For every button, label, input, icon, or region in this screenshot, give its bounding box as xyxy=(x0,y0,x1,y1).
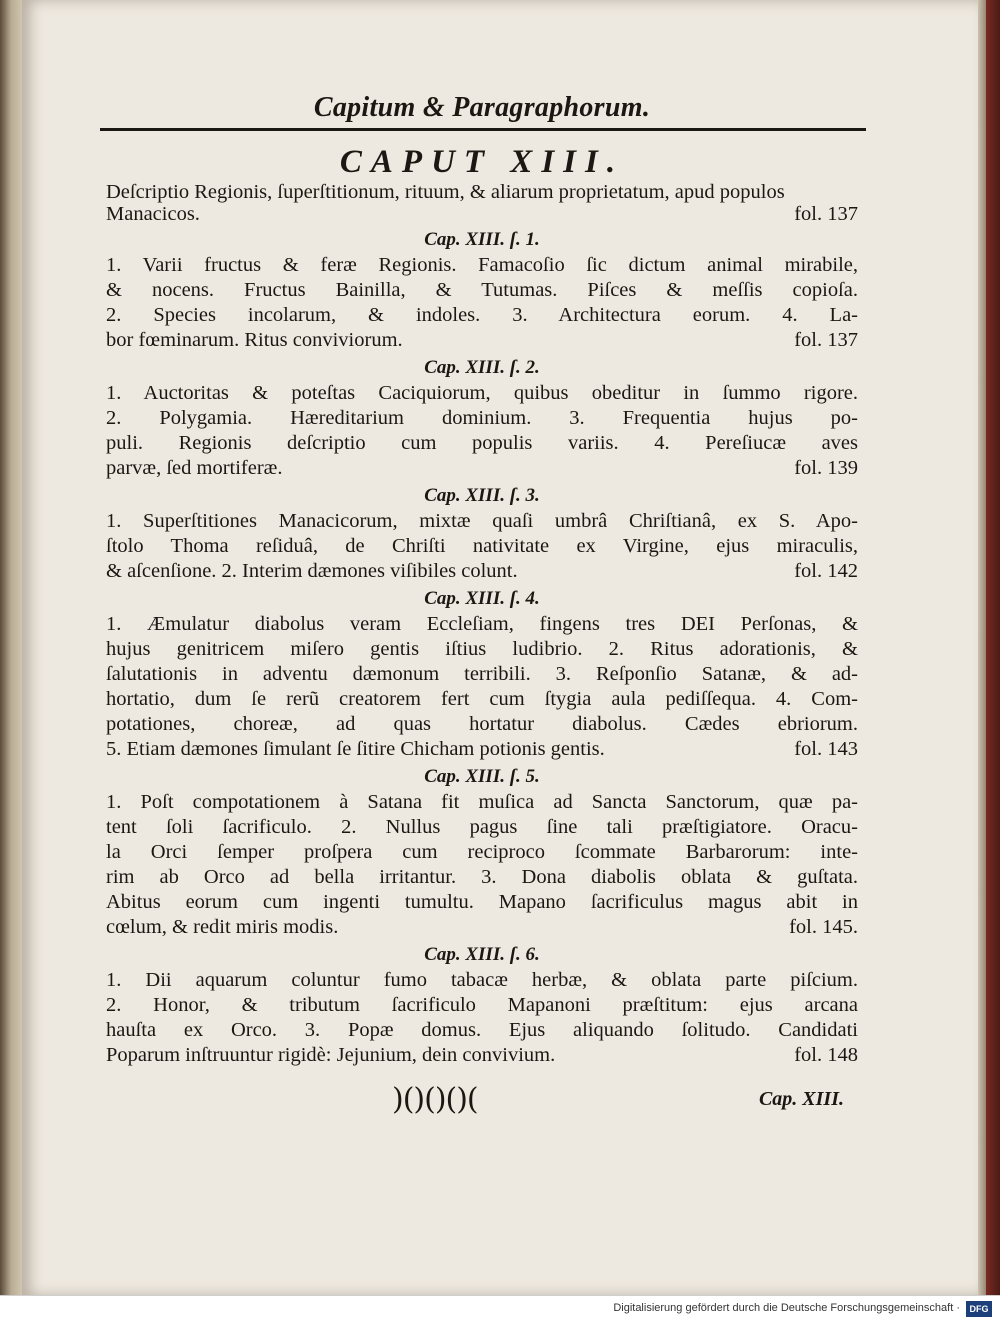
paragraph-line xyxy=(106,559,858,584)
section-heading: Cap. XIII. ſ. 4. xyxy=(424,588,540,609)
section-folio: fol. 142 xyxy=(794,560,858,582)
paragraph-line xyxy=(106,840,858,865)
line-text: hujus genitricem miſero gentis iſtius ludibrio. 2. Ritus adorationis, & xyxy=(106,638,858,660)
section-heading: Cap. XIII. ſ. 5. xyxy=(424,766,540,787)
line-text: tent ſoli ſacrificulo. 2. Nullus pagus ſine tali præſtigiatore. Oracu- xyxy=(106,816,858,838)
paragraph-line xyxy=(106,509,858,534)
paragraph-line xyxy=(106,815,858,840)
dfg-footer-text: Digitalisierung gefördert durch die Deutsche Forschungsgemeinschaft · xyxy=(613,1302,960,1314)
dfg-logo: DFG xyxy=(966,1301,992,1317)
line-text: Abitus eorum cum ingenti tumultu. Mapano ſacrificulus magus abit in xyxy=(106,891,858,913)
paragraph-line xyxy=(106,790,858,815)
dfg-footer-bar xyxy=(0,1295,1000,1324)
paragraph-line xyxy=(106,1043,858,1068)
line-text: cœlum, & redit miris modis. xyxy=(106,916,339,938)
section-paragraph xyxy=(106,381,858,481)
section-folio: fol. 139 xyxy=(794,457,858,479)
section-paragraph xyxy=(106,509,858,584)
paragraph-line xyxy=(106,456,858,481)
paragraph-line xyxy=(106,712,858,737)
book-page xyxy=(22,0,978,1296)
paragraph-line xyxy=(106,737,858,762)
line-text: hortatio, dum ſe rerũ creatorem fert cum ſtygia aula pediſſequa. 4. Com- xyxy=(106,688,858,710)
paragraph-line xyxy=(106,662,858,687)
line-text: 1. Poſt compotationem à Satana fit muſica ad Sancta Sanctorum, quæ pa- xyxy=(106,791,858,813)
line-text: 1. Auctoritas & poteſtas Caciquiorum, quibus obeditur in ſummo rigore. xyxy=(106,382,858,404)
paragraph-line xyxy=(106,890,858,915)
line-text: parvæ, ſed mortiferæ. xyxy=(106,457,283,479)
paragraph-line xyxy=(106,534,858,559)
paragraph-line xyxy=(106,915,858,940)
paragraph-line xyxy=(106,637,858,662)
head-rule xyxy=(100,128,866,135)
page-content xyxy=(106,92,858,1116)
section-heading: Cap. XIII. ſ. 2. xyxy=(424,357,540,378)
line-text: ſtolo Thoma reſiduâ, de Chriſti nativitate ex Virgine, ejus miraculis, xyxy=(106,535,858,557)
line-text: ſalutationis in adventu dæmonum terribili. 3. Reſponſio Satanæ, & ad- xyxy=(106,663,858,685)
section-paragraph xyxy=(106,968,858,1068)
line-text: hauſta ex Orco. 3. Popæ domus. Ejus aliquando ſolitudo. Candidati xyxy=(106,1019,858,1041)
paragraph-line xyxy=(106,968,858,993)
line-text: 1. Æmulatur diabolus veram Eccleſiam, fingens tres DEI Perſonas, & xyxy=(106,613,858,635)
book-right-edge xyxy=(976,0,1000,1296)
chapter-description xyxy=(106,181,858,225)
paragraph-line xyxy=(106,278,858,303)
chapter-description-folio: fol. 137 xyxy=(794,203,858,225)
paragraph-line xyxy=(106,1018,858,1043)
line-text: 2. Species incolarum, & indoles. 3. Architectura eorum. 4. La- xyxy=(106,304,858,326)
line-text: 2. Honor, & tributum ſacrificulo Mapanoni præſtitum: ejus arcana xyxy=(106,994,858,1016)
paragraph-line xyxy=(106,406,858,431)
line-text: & nocens. Fructus Bainilla, & Tutumas. Piſces & meſſis copioſa. xyxy=(106,279,858,301)
line-text: bor fœminarum. Ritus conviviorum. xyxy=(106,329,403,351)
chapter-description-text: Deſcriptio Regionis, ſuperſtitionum, rituum, & aliarum proprietatum, apud populos Manacicos. xyxy=(106,181,785,225)
paragraph-line xyxy=(106,865,858,890)
line-text: & aſcenſione. 2. Interim dæmones viſibiles colunt. xyxy=(106,560,518,582)
line-text: rim ab Orco ad bella irritantur. 3. Dona diabolis oblata & guſtata. xyxy=(106,866,858,888)
page-footer xyxy=(106,1082,858,1116)
section-heading: Cap. XIII. ſ. 1. xyxy=(424,229,540,250)
section-folio: fol. 143 xyxy=(794,738,858,760)
sections-list xyxy=(106,229,858,1068)
chapter-title: CAPUT XIII. xyxy=(339,144,625,180)
paragraph-line xyxy=(106,431,858,456)
catchword: Cap. XIII. xyxy=(758,1088,844,1110)
ornament: )()()()( xyxy=(392,1082,478,1117)
line-text: 5. Etiam dæmones ſimulant ſe ſitire Chicham potionis gentis. xyxy=(106,738,605,760)
line-text: potationes, choreæ, ad quas hortatur diabolus. Cædes ebriorum. xyxy=(106,713,858,735)
paragraph-line xyxy=(106,687,858,712)
section-folio: fol. 148 xyxy=(794,1044,858,1066)
line-text: Poparum inſtruuntur rigidè: Jejunium, dein convivium. xyxy=(106,1044,556,1066)
line-text: 1. Superſtitiones Manacicorum, mixtæ quaſi umbrâ Chriſtianâ, ex S. Apo- xyxy=(106,510,858,532)
line-text: 1. Varii fructus & feræ Regionis. Famacoſio ſic dictum animal mirabile, xyxy=(106,254,858,276)
section-paragraph xyxy=(106,253,858,353)
section-heading: Cap. XIII. ſ. 6. xyxy=(424,944,540,965)
paragraph-line xyxy=(106,993,858,1018)
line-text: 2. Polygamia. Hæreditarium dominium. 3. Frequentia hujus po- xyxy=(106,407,858,429)
line-text: puli. Regionis deſcriptio cum populis variis. 4. Pereſiucæ aves xyxy=(106,432,858,454)
paragraph-line xyxy=(106,253,858,278)
section-folio: fol. 137 xyxy=(794,329,858,351)
section-heading: Cap. XIII. ſ. 3. xyxy=(424,485,540,506)
line-text: la Orci ſemper proſpera cum reciproco ſcommate Barbarorum: inte- xyxy=(106,841,858,863)
paragraph-line xyxy=(106,328,858,353)
section-paragraph xyxy=(106,790,858,940)
section-paragraph xyxy=(106,612,858,762)
paragraph-line xyxy=(106,303,858,328)
section-folio: fol. 145. xyxy=(789,916,858,938)
book-spine-band xyxy=(986,0,1000,1296)
paragraph-line xyxy=(106,381,858,406)
line-text: 1. Dii aquarum coluntur fumo tabacæ herbæ, & oblata parte piſcium. xyxy=(106,969,858,991)
running-head: Capitum & Paragraphorum. xyxy=(313,92,651,123)
paragraph-line xyxy=(106,612,858,637)
